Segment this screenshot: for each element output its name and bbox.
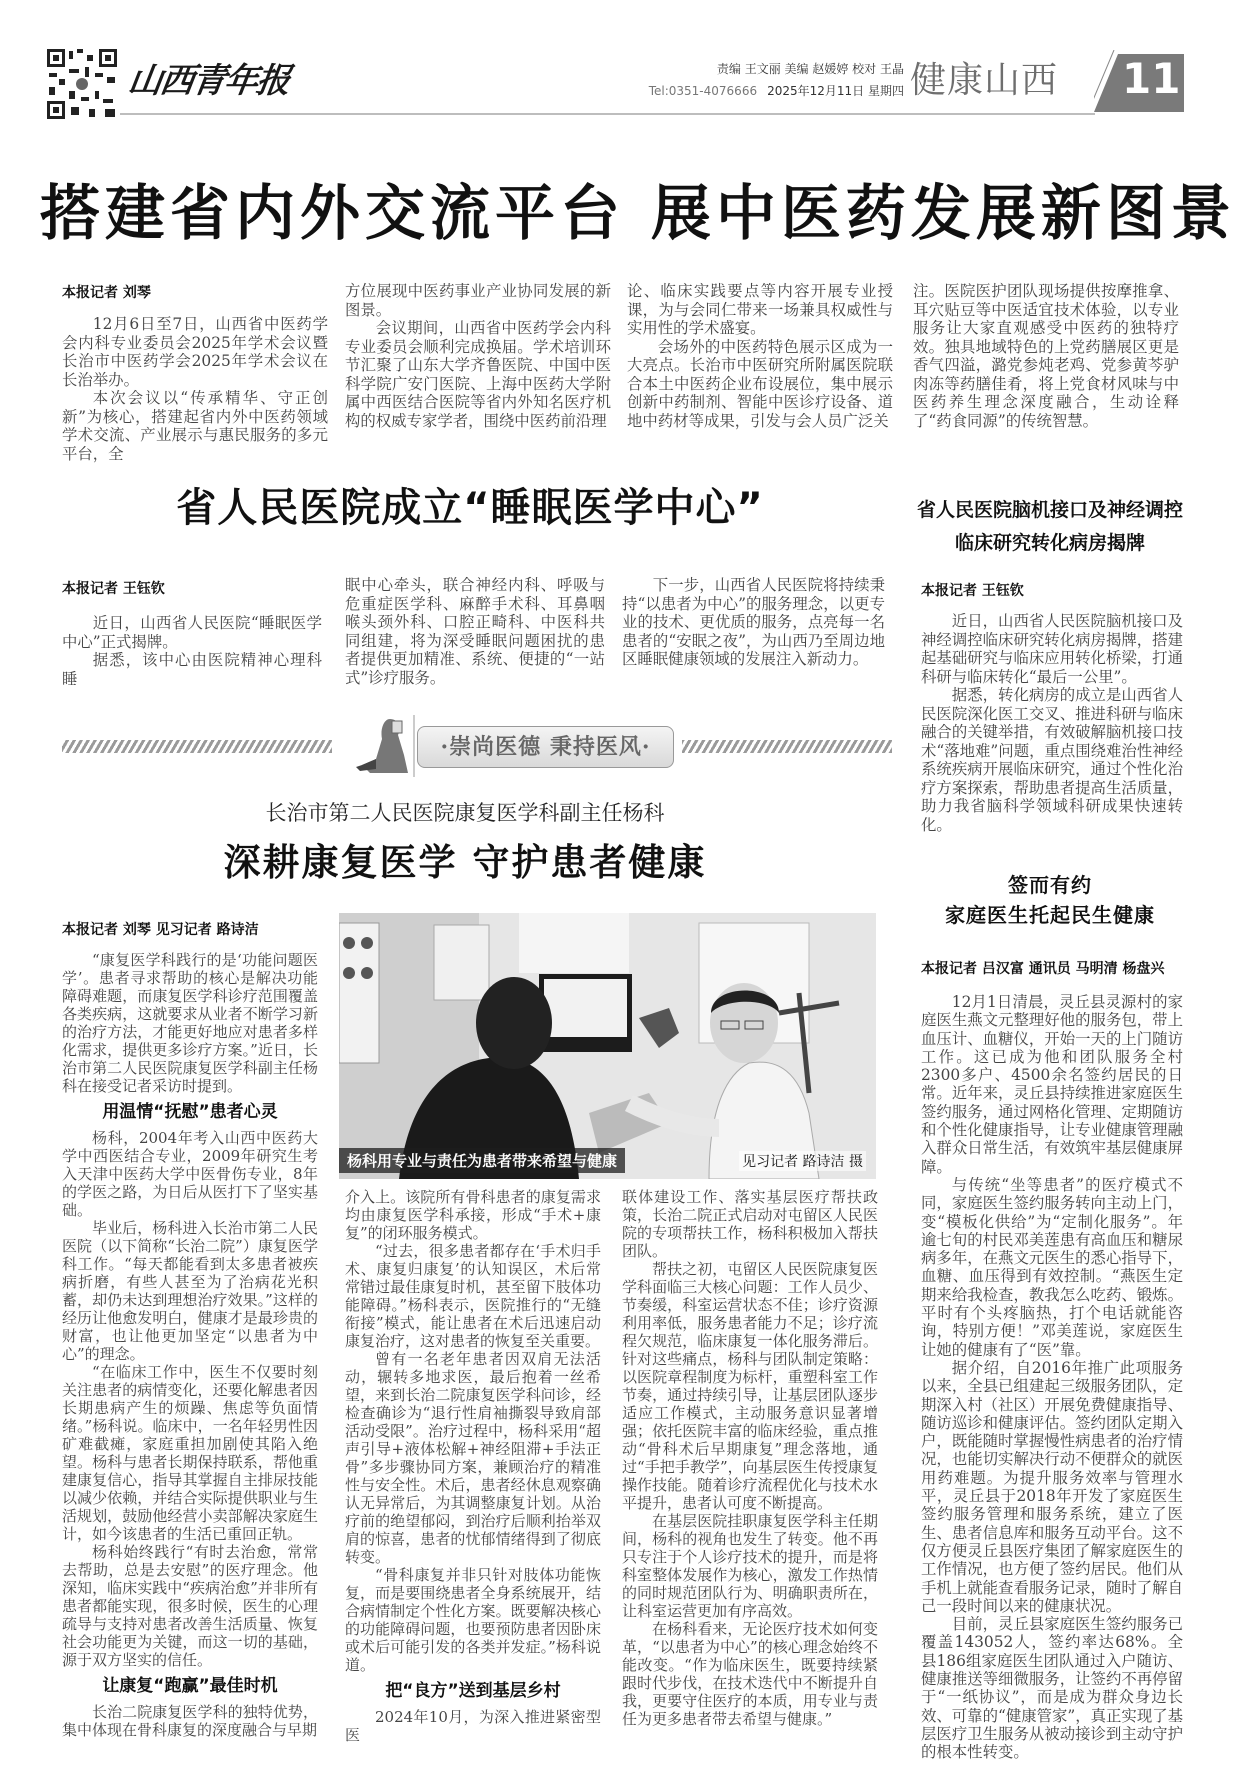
article4-kicker: 长治市第二人民医院康复医学科副主任杨科 (265, 801, 665, 825)
paragraph: 帮扶之初，屯留区人民医院康复医学科面临三大核心问题：工作人员少、节奏缓，科室运营状态不佳；诊疗资源利用率低，服务患者能力不足；诊疗流程欠规范，临床康复一体化服务滞后。针对这些痛点，杨科与团队制定策略：以医院章程制度为标杆，重塑科室工作节奏，通过持续引导，让基层团队逐步适应工作模式，主动服务意识显著增强；依托医院丰富的临床经验，重点推动“骨科术后早期康复”理念落地，通过“手把手教学”，向基层医生传授康复操作技能。随着诊疗流程优化与技术水平提升，患者认可度不断提高。 (622, 1260, 878, 1512)
paragraph: 介入上。该院所有骨科患者的康复需求均由康复医学科承接，形成“手术+康复”的闭环服务模式。 (345, 1188, 601, 1242)
paragraph: 目前，灵丘县家庭医生签约服务已覆盖143052人，签约率达68%。全县186组家庭医生团队通过入户随访、健康推送等细微服务，让签约不再停留于“一纸协议”，而是成为群众身边长效、可靠的“健康管家”，真正实现了基层医疗卫生服务从被动接诊到主动守护的根本性转变。 (921, 1615, 1183, 1762)
article1-column-4 (913, 282, 1179, 430)
article4-headline: 深耕康复医学 守护患者健康 (223, 841, 707, 884)
banner-stripes-right (682, 740, 892, 753)
page-number: 11 (1122, 54, 1181, 103)
article4-column-3 (622, 1188, 878, 1728)
paragraph: 据悉，转化病房的成立是山西省人民医院深化医工交叉、推进科研与临床融合的关键举措，有效破解脑机接口技术“落地难”问题，重点围绕难治性神经系统疾病开展临床研究，通过个性化治疗方案探索，帮助患者提高生活质量，助力我省脑科学领域科研成果快速转化。 (921, 686, 1183, 834)
article5-column-1 (921, 993, 1183, 1761)
article4-byline: 本报记者 刘琴 见习记者 路诗洁 (62, 922, 259, 938)
paragraph: “在临床工作中，医生不仅要时刻关注患者的病情变化，还要化解患者因长期患病产生的烦躁、焦虑等负面情绪。”杨科说。临床中，一名年轻男性因矿难截瘫，家庭重担加剧使其陷入绝望。杨科与患者长期保持联系，帮他重建康复信心，指导其掌握自主排尿技能以减少依赖，并结合实际提供职业与生活规划，鼓励他经营小卖部解决家庭生计，如今该患者的生活已重回正轨。 (62, 1363, 318, 1543)
paragraph: “骨科康复并非只针对肢体功能恢复，而是要围绕患者全身系统展开，结合病情制定个性化方案。既要解决核心的功能障碍问题，也要预防患者因卧床或术后可能引发的各类并发症。”杨科说道。 (345, 1566, 601, 1674)
article1-column-2 (345, 282, 611, 430)
article1-column-3 (627, 282, 893, 430)
paragraph: 杨科，2004年考入山西中医药大学中西医结合专业，2009年研究生考入天津中医药大学中医骨伤专业，8年的学医之路，为日后从医打下了坚实基础。 (62, 1129, 318, 1219)
paragraph: 长治二院康复医学科的独特优势，集中体现在骨科康复的深度融合与早期 (62, 1703, 318, 1739)
masthead-logo: 山西青年报 (125, 61, 292, 101)
paragraph: 论、临床实践要点等内容开展专业授课，为与会同仁带来一场兼具权威性与实用性的学术盛宴。 (627, 282, 893, 337)
paragraph: 下一步，山西省人民医院将持续秉持“以患者为中心”的服务理念，以更专业的技术、更优质的服务，点亮每一名患者的“安眠之夜”，为山西乃至周边地区睡眠健康领域的发展注入新动力。 (622, 576, 885, 668)
rehab-clinic-photo (339, 913, 876, 1179)
paragraph: “康复医学科践行的是‘功能问题医学’。患者寻求帮助的核心是解决功能障碍难题，而康复医学科诊疗范围覆盖各类疾病，这就要求从业者不断学习新的治疗方法，才能更好地应对患者多样化需求，提供更多诊疗方案。”近日，长治市第二人民医院康复医学科副主任杨科在接受记者采访时提到。 (62, 951, 318, 1095)
paragraph: 12月6日至7日，山西省中医药学会内科专业委员会2025年学术会议暨长治市中医药学会2025年学术会议在长治举办。 (62, 315, 328, 389)
article4-column-1 (62, 951, 318, 1739)
article5-headline-line1: 签而有约 (1008, 873, 1092, 897)
article1-byline: 本报记者 刘琴 (62, 285, 151, 301)
paragraph: 近日，山西省人民医院脑机接口及神经调控临床研究转化病房揭牌，搭建起基础研究与临床应用转化桥梁，打通科研与临床转化“最后一公里”。 (921, 612, 1183, 686)
editor-credits: 责编 王文丽 美编 赵媛婷 校对 王晶 (716, 62, 904, 76)
section-name: 健康山西 (910, 60, 1059, 101)
paragraph: 12月1日清晨，灵丘县灵源村的家庭医生燕文元整理好他的服务包，带上血压计、血糖仪，开始一天的上门随访工作。这已成为他和团队服务全村2300多户、4500余名签约居民的日常。近年来，灵丘县持续推进家庭医生签约服务，通过网格化管理、定期随访和个性化健康指导，让专业健康管理融入群众日常生活，有效筑牢基层健康屏障。 (921, 993, 1183, 1176)
contact-date-line (600, 82, 904, 99)
telephone: Tel:0351-4076666 (648, 84, 758, 98)
article3-column-1 (921, 612, 1183, 834)
paragraph: 据介绍，自2016年推广此项服务以来，全县已组建起三级服务团队，定期深入村（社区）开展免费健康指导、随访巡诊和健康评估。签约团队定期入户，既能随时掌握慢性病患者的治疗情况，也能切实解决行动不便群众的就医用药难题。为提升服务效率与管理水平，灵丘县于2018年开发了家庭医生签约服务管理和服务系统，建立了医生、患者信息库和服务互动平台。这不仅方便灵丘县医疗集团了解家庭医生的工作情况，也方便了签约居民。他们从手机上就能查看服务记录，随时了解自己一段时间以来的健康状况。 (921, 1358, 1183, 1615)
paragraph: 在基层医院挂职康复医学科主任期间，杨科的视角也发生了转变。他不再只专注于个人诊疗技术的提升，而是将科室整体发展作为核心，激发工作热情的同时规范团队行为、明确职责所在，让科室运营更加有序高效。 (622, 1512, 878, 1620)
subheading: 让康复“跑赢”最佳时机 (102, 1676, 278, 1696)
article4-column-2 (345, 1188, 601, 1744)
page-number-badge (1094, 50, 1184, 112)
paragraph: 与传统“坐等患者”的医疗模式不同，家庭医生签约服务转向主动上门，变“模板化供给”为“定制化服务”。年逾七旬的村民邓美莲患有高血压和糖尿病多年，在燕文元医生的悉心指导下，血糖、血压得到有效控制。“燕医生定期来给我检查，教我怎么吃药、锻炼。平时有个头疼脑热，打个电话就能咨询，特别方便！”邓美莲说，家庭医生让她的健康有了“医”靠。 (921, 1175, 1183, 1359)
subheading: 把“良方”送到基层乡村 (385, 1681, 561, 1701)
article3-headline (905, 494, 1195, 560)
article3-headline-line2: 临床研究转化病房揭牌 (954, 532, 1145, 554)
article5-headline (905, 870, 1195, 930)
banner-stripes-left (62, 740, 332, 753)
article1-column-1 (62, 315, 328, 463)
article2-column-3 (622, 576, 885, 669)
paragraph: 杨科始终践行“有时去治愈，常常去帮助，总是去安慰”的医疗理念。他深知，临床实践中“疾病治愈”并非所有患者都能实现，很多时候，医生的心理疏导与支持对患者改善生活质量、恢复社会功能更为关键，而这一切的基础，源于双方坚实的信任。 (62, 1543, 318, 1669)
subheading: 用温情“抚慰”患者心灵 (102, 1102, 278, 1122)
paragraph: 2024年10月，为深入推进紧密型医 (345, 1708, 601, 1744)
article2-byline: 本报记者 王钰钦 (62, 581, 165, 597)
paragraph: 据悉，该中心由医院精神心理科睡 (62, 651, 322, 688)
article2-column-1 (62, 614, 322, 688)
article1-headline: 搭建省内外交流平台 展中医药发展新图景 (40, 179, 1236, 249)
photo-credit: 见习记者 路诗洁 摄 (739, 1151, 866, 1171)
paragraph: 会议期间，山西省中医药学会内科专业委员会顺利完成换届。学术培训环节汇聚了山东大学齐鲁医院、中国中医科学院广安门医院、上海中医药大学附属中西医结合医院等省内外知名医疗机构的权威专家学者，围绕中医药前沿理 (345, 319, 611, 430)
physician-figure-icon (342, 715, 422, 777)
header-rule (120, 113, 1095, 115)
article4-photo (339, 913, 876, 1179)
paragraph: 本次会议以“传承精华、守正创新”为核心，搭建起省内外中医药领域学术交流、产业展示与惠民服务的多元平台，全 (62, 389, 328, 463)
paragraph: “过去，很多患者都存在‘手术归手术、康复归康复’的认知误区，术后常常错过最佳康复时机，甚至留下肢体功能障碍。”杨科表示，医院推行的“无缝衔接”模式，能让患者在术后迅速启动康复治疗，这对患者的恢复至关重要。 (345, 1242, 601, 1350)
paragraph: 眠中心牵头，联合神经内科、呼吸与危重症医学科、麻醉手术科、耳鼻咽喉头颈外科、口腔正畸科、中医科共同组建，将为深受睡眠问题困扰的患者提供更加精准、系统、便捷的“一站式”诊疗服务。 (345, 576, 605, 687)
paragraph: 毕业后，杨科进入长治市第二人民医院（以下简称“长治二院”）康复医学科工作。“每天都能看到太多患者被疾病折磨，有些人甚至为了治病花光积蓄，却仍未达到理想治疗效果。”这样的经历让他愈发明白，健康才是最珍贵的财富，也让他更加坚定“以患者为中心”的理念。 (62, 1219, 318, 1363)
issue-date: 2025年12月11日 星期四 (767, 84, 904, 98)
article5-headline-line2: 家庭医生托起民生健康 (945, 903, 1155, 927)
paragraph: 注。医院医护团队现场提供按摩推拿、耳穴贴豆等中医适宜技术体验，以专业服务让大家直观感受中医药的独特疗效。独具地域特色的上党药膳展区更是香气四溢，潞党参炖老鸡、党参黄芩驴肉冻等药膳佳肴，将上党食材风味与中医药养生理念深度融合，生动诠释了“药食同源”的传统智慧。 (913, 282, 1179, 430)
column-banner (62, 723, 892, 771)
article2-headline: 省人民医院成立“睡眠医学中心” (176, 485, 764, 531)
article3-byline: 本报记者 王钰钦 (921, 583, 1024, 599)
paragraph: 近日，山西省人民医院“睡眠医学中心”正式揭牌。 (62, 614, 322, 651)
photo-caption: 杨科用专业与责任为患者带来希望与健康 (339, 1148, 625, 1173)
paragraph: 会场外的中医药特色展示区成为一大亮点。长治市中医研究所附属医院联合本土中医药企业布设展位，集中展示创新中药制剂、智能中医诊疗设备、道地中药材等成果，引发与会人员广泛关 (627, 337, 893, 430)
banner-label: ·崇尚医德 秉持医风· (417, 726, 674, 768)
paragraph: 在杨科看来，无论医疗技术如何变革，“以患者为中心”的核心理念始终不能改变。“作为临床医生，既要持续紧跟时代步伐，在技术迭代中不断提升自我，更要守住医疗的本质，用专业与责任为更多患者带去希望与健康。” (622, 1620, 878, 1728)
article5-byline: 本报记者 吕汉富 通讯员 马明清 杨盘兴 (921, 961, 1165, 977)
qr-code (45, 47, 119, 121)
article2-column-2 (345, 576, 605, 687)
paragraph: 联体建设工作、落实基层医疗帮扶政策，长治二院正式启动对屯留区人民医院的专项帮扶工作，杨科积极加入帮扶团队。 (622, 1188, 878, 1260)
paragraph: 方位展现中医药事业产业协同发展的新图景。 (345, 282, 611, 319)
paragraph: 曾有一名老年患者因双肩无法活动，辗转多地求医，最后抱着一丝希望，来到长治二院康复医学科问诊，经检查确诊为“退行性肩袖撕裂导致肩部活动受限”。治疗过程中，杨科采用“超声引导+液体松解+神经阻滞+手法正骨”多步骤协同方案，兼顾治疗的精准性与安全性。术后，患者经休息观察确认无异常后，为其调整康复计划。从治疗前的绝望郁闷，到治疗后顺利抬举双肩的惊喜，患者的忧郁情绪得到了彻底转变。 (345, 1350, 601, 1566)
article3-headline-line1: 省人民医院脑机接口及神经调控 (916, 499, 1183, 521)
